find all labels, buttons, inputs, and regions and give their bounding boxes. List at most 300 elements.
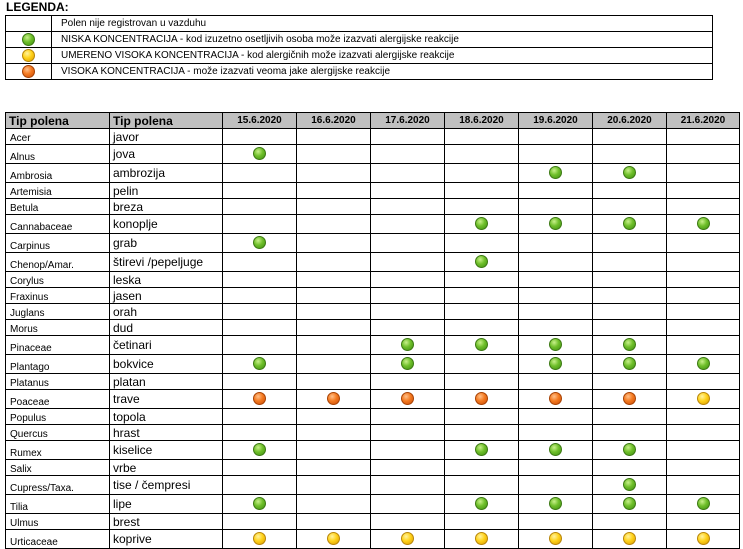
table-row: [6, 272, 740, 288]
legend-table: [5, 15, 713, 80]
concentration-cell: [667, 272, 740, 288]
table-row: [6, 409, 740, 425]
concentration-cell: [371, 495, 445, 514]
pollen-local-name: dud: [110, 320, 223, 336]
pollen-latin-name: Ambrosia: [6, 164, 110, 183]
concentration-cell: [445, 183, 519, 199]
concentration-cell: [223, 164, 297, 183]
concentration-cell: [593, 355, 667, 374]
header-date: 21.6.2020: [667, 113, 740, 129]
orange-dot-icon: [623, 392, 636, 405]
concentration-cell: [297, 514, 371, 530]
green-dot-icon: [401, 338, 414, 351]
concentration-cell: [519, 183, 593, 199]
green-dot-icon: [253, 443, 266, 456]
concentration-cell: [445, 164, 519, 183]
concentration-cell: [667, 215, 740, 234]
pollen-latin-name: Rumex: [6, 441, 110, 460]
legend-text: VISOKA KONCENTRACIJA - može izazvati veoma jake alergijske reakcije: [52, 64, 713, 80]
legend-text: Polen nije registrovan u vazduhu: [52, 16, 713, 32]
concentration-cell: [593, 460, 667, 476]
pollen-latin-name: Platanus: [6, 374, 110, 390]
green-dot-icon: [253, 497, 266, 510]
concentration-cell: [445, 374, 519, 390]
concentration-cell: [371, 253, 445, 272]
concentration-cell: [667, 304, 740, 320]
concentration-cell: [371, 425, 445, 441]
green-dot-icon: [623, 166, 636, 179]
concentration-cell: [445, 409, 519, 425]
concentration-cell: [519, 145, 593, 164]
concentration-cell: [297, 253, 371, 272]
header-date: 16.6.2020: [297, 113, 371, 129]
concentration-cell: [223, 288, 297, 304]
table-row: [6, 460, 740, 476]
concentration-cell: [593, 304, 667, 320]
pollen-latin-name: Pinaceae: [6, 336, 110, 355]
concentration-cell: [445, 234, 519, 253]
concentration-cell: [371, 320, 445, 336]
green-dot-icon: [475, 255, 488, 268]
concentration-cell: [223, 441, 297, 460]
pollen-local-name: bokvice: [110, 355, 223, 374]
concentration-cell: [667, 425, 740, 441]
pollen-local-name: leska: [110, 272, 223, 288]
pollen-local-name: četinari: [110, 336, 223, 355]
concentration-cell: [519, 390, 593, 409]
pollen-local-name: grab: [110, 234, 223, 253]
pollen-local-name: javor: [110, 129, 223, 145]
concentration-cell: [593, 272, 667, 288]
concentration-cell: [371, 476, 445, 495]
orange-dot-icon: [401, 392, 414, 405]
pollen-latin-name: Acer: [6, 129, 110, 145]
concentration-cell: [297, 164, 371, 183]
legend-row-high: [6, 64, 713, 80]
concentration-cell: [297, 288, 371, 304]
concentration-cell: [593, 374, 667, 390]
concentration-cell: [445, 129, 519, 145]
concentration-cell: [519, 409, 593, 425]
concentration-cell: [519, 129, 593, 145]
concentration-cell: [297, 441, 371, 460]
concentration-cell: [519, 215, 593, 234]
pollen-local-name: brest: [110, 514, 223, 530]
pollen-table-body: [6, 129, 740, 549]
pollen-latin-name: Corylus: [6, 272, 110, 288]
concentration-cell: [667, 199, 740, 215]
pollen-latin-name: Alnus: [6, 145, 110, 164]
header-date: 18.6.2020: [445, 113, 519, 129]
green-dot-icon: [549, 357, 562, 370]
green-dot-icon: [549, 338, 562, 351]
green-dot-icon: [549, 217, 562, 230]
pollen-latin-name: Cupress/Taxa.: [6, 476, 110, 495]
concentration-cell: [593, 234, 667, 253]
concentration-cell: [519, 199, 593, 215]
legend-text: NISKA KONCENTRACIJA - kod izuzetno osetljivih osoba može izazvati alergijske reakcije: [52, 32, 713, 48]
legend-title: LEGENDA:: [6, 0, 69, 14]
concentration-cell: [667, 476, 740, 495]
header-date: 17.6.2020: [371, 113, 445, 129]
pollen-local-name: konoplje: [110, 215, 223, 234]
concentration-cell: [667, 530, 740, 549]
concentration-cell: [445, 304, 519, 320]
concentration-cell: [223, 514, 297, 530]
table-row: [6, 145, 740, 164]
concentration-cell: [519, 374, 593, 390]
legend-row-med: [6, 48, 713, 64]
legend-symbol-empty: [6, 16, 52, 32]
yellow-dot-icon: [549, 532, 562, 545]
concentration-cell: [667, 253, 740, 272]
pollen-local-name: orah: [110, 304, 223, 320]
concentration-cell: [593, 129, 667, 145]
pollen-local-name: ambrozija: [110, 164, 223, 183]
concentration-cell: [445, 145, 519, 164]
concentration-cell: [223, 530, 297, 549]
concentration-cell: [223, 272, 297, 288]
concentration-cell: [445, 336, 519, 355]
concentration-cell: [223, 336, 297, 355]
concentration-cell: [223, 253, 297, 272]
concentration-cell: [445, 390, 519, 409]
pollen-latin-name: Juglans: [6, 304, 110, 320]
concentration-cell: [297, 390, 371, 409]
concentration-cell: [667, 460, 740, 476]
concentration-cell: [667, 288, 740, 304]
concentration-cell: [445, 441, 519, 460]
concentration-cell: [297, 304, 371, 320]
green-dot-icon: [475, 497, 488, 510]
concentration-cell: [519, 514, 593, 530]
concentration-cell: [593, 495, 667, 514]
green-dot-icon: [253, 357, 266, 370]
green-dot-icon: [401, 357, 414, 370]
concentration-cell: [297, 476, 371, 495]
concentration-cell: [371, 164, 445, 183]
concentration-cell: [371, 272, 445, 288]
concentration-cell: [371, 288, 445, 304]
concentration-cell: [223, 199, 297, 215]
pollen-local-name: platan: [110, 374, 223, 390]
concentration-cell: [371, 441, 445, 460]
concentration-cell: [593, 183, 667, 199]
concentration-cell: [371, 304, 445, 320]
concentration-cell: [371, 145, 445, 164]
concentration-cell: [445, 476, 519, 495]
concentration-cell: [297, 320, 371, 336]
concentration-cell: [371, 355, 445, 374]
concentration-cell: [371, 336, 445, 355]
table-row: [6, 304, 740, 320]
green-dot-icon: [623, 357, 636, 370]
concentration-cell: [223, 390, 297, 409]
concentration-cell: [445, 530, 519, 549]
concentration-cell: [593, 409, 667, 425]
concentration-cell: [223, 320, 297, 336]
orange-dot-icon: [22, 65, 35, 78]
green-dot-icon: [475, 217, 488, 230]
table-row: [6, 514, 740, 530]
yellow-dot-icon: [22, 49, 35, 62]
table-row: [6, 336, 740, 355]
yellow-dot-icon: [697, 392, 710, 405]
concentration-cell: [593, 320, 667, 336]
concentration-cell: [445, 495, 519, 514]
table-row: [6, 288, 740, 304]
concentration-cell: [667, 495, 740, 514]
concentration-cell: [445, 425, 519, 441]
concentration-cell: [297, 234, 371, 253]
concentration-cell: [667, 129, 740, 145]
concentration-cell: [223, 129, 297, 145]
green-dot-icon: [253, 236, 266, 249]
pollen-local-name: topola: [110, 409, 223, 425]
pollen-latin-name: Fraxinus: [6, 288, 110, 304]
concentration-cell: [297, 530, 371, 549]
concentration-cell: [519, 272, 593, 288]
pollen-latin-name: Poaceae: [6, 390, 110, 409]
concentration-cell: [297, 272, 371, 288]
yellow-dot-icon: [327, 532, 340, 545]
concentration-cell: [223, 409, 297, 425]
concentration-cell: [445, 253, 519, 272]
pollen-local-name: tise / čempresi: [110, 476, 223, 495]
concentration-cell: [223, 234, 297, 253]
header-date: 20.6.2020: [593, 113, 667, 129]
green-dot-icon: [549, 443, 562, 456]
concentration-cell: [667, 390, 740, 409]
table-row: [6, 183, 740, 199]
pollen-local-name: breza: [110, 199, 223, 215]
table-row: [6, 355, 740, 374]
table-row: [6, 215, 740, 234]
concentration-cell: [297, 336, 371, 355]
pollen-local-name: jasen: [110, 288, 223, 304]
concentration-cell: [371, 183, 445, 199]
concentration-cell: [223, 304, 297, 320]
concentration-cell: [519, 288, 593, 304]
concentration-cell: [297, 460, 371, 476]
concentration-cell: [371, 215, 445, 234]
table-row: [6, 425, 740, 441]
green-dot-icon: [623, 443, 636, 456]
yellow-dot-icon: [697, 532, 710, 545]
concentration-cell: [371, 199, 445, 215]
green-dot-icon: [697, 217, 710, 230]
pollen-local-name: trave: [110, 390, 223, 409]
concentration-cell: [519, 355, 593, 374]
green-dot-icon: [549, 166, 562, 179]
concentration-cell: [667, 164, 740, 183]
concentration-cell: [297, 215, 371, 234]
concentration-cell: [593, 514, 667, 530]
concentration-cell: [519, 530, 593, 549]
concentration-cell: [593, 145, 667, 164]
green-dot-icon: [475, 443, 488, 456]
table-header-row: [6, 113, 740, 129]
concentration-cell: [297, 409, 371, 425]
pollen-latin-name: Ulmus: [6, 514, 110, 530]
pollen-local-name: koprive: [110, 530, 223, 549]
concentration-cell: [297, 145, 371, 164]
concentration-cell: [667, 441, 740, 460]
table-row: [6, 164, 740, 183]
yellow-dot-icon: [623, 532, 636, 545]
concentration-cell: [667, 336, 740, 355]
concentration-cell: [371, 409, 445, 425]
concentration-cell: [445, 288, 519, 304]
concentration-cell: [371, 129, 445, 145]
legend-row-low: [6, 32, 713, 48]
concentration-cell: [593, 215, 667, 234]
orange-dot-icon: [475, 392, 488, 405]
concentration-cell: [445, 460, 519, 476]
table-row: [6, 234, 740, 253]
concentration-cell: [519, 253, 593, 272]
concentration-cell: [593, 336, 667, 355]
pollen-latin-name: Quercus: [6, 425, 110, 441]
table-row: [6, 495, 740, 514]
concentration-cell: [519, 320, 593, 336]
table-row: [6, 199, 740, 215]
concentration-cell: [297, 355, 371, 374]
concentration-cell: [371, 514, 445, 530]
table-row: [6, 129, 740, 145]
pollen-latin-name: Tilia: [6, 495, 110, 514]
pollen-latin-name: Plantago: [6, 355, 110, 374]
table-row: [6, 374, 740, 390]
concentration-cell: [593, 425, 667, 441]
concentration-cell: [445, 355, 519, 374]
table-row: [6, 441, 740, 460]
pollen-latin-name: Chenop/Amar.: [6, 253, 110, 272]
header-local: Tip polena: [110, 113, 223, 129]
legend-row-none: [6, 16, 713, 32]
pollen-local-name: lipe: [110, 495, 223, 514]
pollen-local-name: jova: [110, 145, 223, 164]
concentration-cell: [223, 495, 297, 514]
concentration-cell: [667, 320, 740, 336]
concentration-cell: [519, 234, 593, 253]
concentration-cell: [519, 460, 593, 476]
concentration-cell: [297, 129, 371, 145]
yellow-dot-icon: [253, 532, 266, 545]
concentration-cell: [371, 390, 445, 409]
header-date: 19.6.2020: [519, 113, 593, 129]
concentration-cell: [519, 495, 593, 514]
pollen-latin-name: Carpinus: [6, 234, 110, 253]
green-dot-icon: [22, 33, 35, 46]
table-row: [6, 476, 740, 495]
green-dot-icon: [623, 478, 636, 491]
pollen-latin-name: Populus: [6, 409, 110, 425]
concentration-cell: [519, 164, 593, 183]
green-dot-icon: [623, 217, 636, 230]
concentration-cell: [223, 183, 297, 199]
concentration-cell: [593, 476, 667, 495]
concentration-cell: [223, 460, 297, 476]
concentration-cell: [667, 374, 740, 390]
concentration-cell: [667, 514, 740, 530]
green-dot-icon: [549, 497, 562, 510]
pollen-latin-name: Cannabaceae: [6, 215, 110, 234]
pollen-local-name: vrbe: [110, 460, 223, 476]
green-dot-icon: [697, 497, 710, 510]
orange-dot-icon: [327, 392, 340, 405]
concentration-cell: [297, 374, 371, 390]
concentration-cell: [593, 164, 667, 183]
pollen-local-name: pelin: [110, 183, 223, 199]
concentration-cell: [223, 215, 297, 234]
orange-dot-icon: [253, 392, 266, 405]
pollen-latin-name: Morus: [6, 320, 110, 336]
concentration-cell: [445, 215, 519, 234]
pollen-local-name: štirevi /pepeljuge: [110, 253, 223, 272]
table-row: [6, 390, 740, 409]
concentration-cell: [593, 288, 667, 304]
pollen-local-name: kiselice: [110, 441, 223, 460]
concentration-cell: [667, 183, 740, 199]
concentration-cell: [667, 145, 740, 164]
concentration-cell: [445, 514, 519, 530]
concentration-cell: [667, 355, 740, 374]
green-dot-icon: [623, 497, 636, 510]
yellow-dot-icon: [475, 532, 488, 545]
concentration-cell: [445, 199, 519, 215]
concentration-cell: [223, 425, 297, 441]
concentration-cell: [371, 530, 445, 549]
concentration-cell: [519, 336, 593, 355]
concentration-cell: [519, 304, 593, 320]
concentration-cell: [593, 199, 667, 215]
concentration-cell: [519, 425, 593, 441]
table-row: [6, 253, 740, 272]
green-dot-icon: [475, 338, 488, 351]
pollen-latin-name: Salix: [6, 460, 110, 476]
green-dot-icon: [253, 147, 266, 160]
concentration-cell: [519, 476, 593, 495]
green-dot-icon: [697, 357, 710, 370]
concentration-cell: [667, 409, 740, 425]
orange-dot-icon: [549, 392, 562, 405]
concentration-cell: [223, 374, 297, 390]
concentration-cell: [445, 320, 519, 336]
concentration-cell: [593, 253, 667, 272]
concentration-cell: [371, 374, 445, 390]
pollen-latin-name: Urticaceae: [6, 530, 110, 549]
concentration-cell: [297, 425, 371, 441]
concentration-cell: [593, 441, 667, 460]
header-latin: Tip polena: [6, 113, 110, 129]
concentration-cell: [297, 199, 371, 215]
concentration-cell: [371, 234, 445, 253]
concentration-cell: [297, 183, 371, 199]
concentration-cell: [223, 145, 297, 164]
pollen-latin-name: Artemisia: [6, 183, 110, 199]
concentration-cell: [445, 272, 519, 288]
table-row: [6, 530, 740, 549]
green-dot-icon: [623, 338, 636, 351]
concentration-cell: [593, 390, 667, 409]
concentration-cell: [297, 495, 371, 514]
pollen-local-name: hrast: [110, 425, 223, 441]
header-date: 15.6.2020: [223, 113, 297, 129]
concentration-cell: [519, 441, 593, 460]
concentration-cell: [371, 460, 445, 476]
concentration-cell: [593, 530, 667, 549]
